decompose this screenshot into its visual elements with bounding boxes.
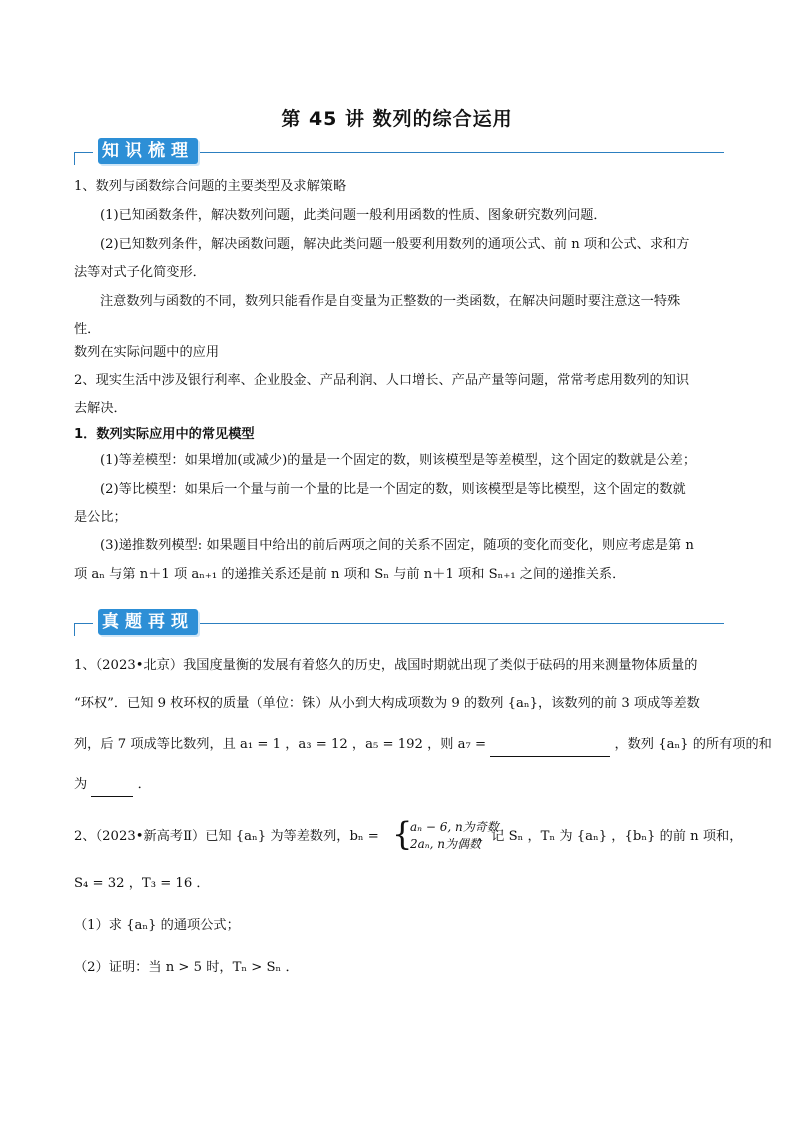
text-line: (1)已知函数条件，解决数列问题，此类问题一般利用函数的性质、图象研究数列问题．: [100, 208, 607, 223]
page-title: 第 45 讲 数列的综合运用: [281, 108, 513, 130]
text-line: 去解决．: [74, 401, 127, 416]
header-corner-decoration: [74, 623, 93, 636]
case-odd: aₙ − 6, n为奇数: [410, 820, 499, 834]
question-1-text: ．: [137, 777, 151, 792]
section-header-exam: [74, 609, 724, 635]
text-line: 注意数列与函数的不同，数列只能看作是自变量为正整数的一类函数，在解决问题时要注意这一特殊: [100, 294, 681, 309]
section-badge: 知识梳理: [98, 138, 198, 164]
text-line: 项 aₙ 与第 n＋1 项 aₙ₊₁ 的递推关系还是前 n 项和 Sₙ 与前 n＋1 项和 Sₙ₊₁ 之间的递推关系．: [74, 567, 626, 582]
text-line: (1)等差模型：如果增加(或减少)的量是一个固定的数，则该模型是等差模型，这个固定的数就是公差；: [100, 453, 697, 468]
question-2-part-2: （2）证明：当 n > 5 时，Tₙ > Sₙ ．: [74, 960, 299, 975]
brace-symbol: {: [392, 815, 413, 853]
text-line: 数列在实际问题中的应用: [74, 345, 220, 360]
question-2-text: ，记 Sₙ ，Tₙ 为 {aₙ} ，{bₙ} 的前 n 项和，: [478, 829, 743, 844]
text-line: (2)已知数列条件，解决函数问题，解决此类问题一般要利用数列的通项公式、前 n 项和公式、求和方: [100, 237, 690, 252]
header-corner-decoration: [74, 152, 93, 165]
question-1-line: 1、（2023•北京）我国度量衡的发展有着悠久的历史，战国时期就出现了类似于砝码的用来测量物体质量的: [74, 658, 698, 673]
text-line: (3)递推数列模型: 如果题目中给出的前后两项之间的关系不固定，随项的变化而变化，则应考虑是第 n: [100, 538, 694, 553]
text-line: (2)等比模型：如果后一个量与前一个量的比是一个固定的数，则该模型是等比模型，这个固定的数就: [100, 482, 686, 497]
section-badge: 真题再现: [98, 609, 198, 635]
text-line: 是公比；: [74, 510, 127, 525]
question-1-text: 列，后 7 项成等比数列，且 a₁ = 1 ，a₃ = 12 ，a₅ = 192 ，则 a₇ =: [74, 737, 487, 752]
question-1-text: ，数列 {aₙ} 的所有项的和: [614, 737, 772, 752]
question-2-line: S₄ = 32 ，T₃ = 16 ．: [74, 876, 210, 891]
question-2-text: 2、（2023•新高考Ⅱ）已知 {aₙ} 为等差数列，bₙ =: [74, 829, 379, 844]
question-1-line: [74, 774, 724, 797]
text-line-heading: 1．数列实际应用中的常见模型: [74, 427, 255, 442]
question-2-part-1: （1）求 {aₙ} 的通项公式；: [74, 918, 240, 933]
question-1-line: [74, 734, 772, 757]
text-line: 1、数列与函数综合问题的主要类型及求解策略: [74, 179, 347, 194]
answer-blank-a7[interactable]: [490, 734, 610, 757]
question-1-text: 为: [74, 777, 88, 792]
text-line: 性．: [74, 322, 101, 337]
text-line: 2、现实生活中涉及银行利率、企业股金、产品利润、人口增长、产品产量等问题，常常考虑用数列的知识: [74, 373, 690, 388]
section-header-knowledge: [74, 138, 724, 164]
answer-blank-sum[interactable]: [91, 774, 133, 797]
case-even: 2aₙ, n为偶数: [410, 837, 482, 851]
question-1-line: “环权”．已知 9 枚环权的质量（单位：铢）从小到大构成项数为 9 的数列 {aₙ}，该数列的前 3 项成等差数: [74, 696, 700, 711]
text-line: 法等对式子化简变形．: [74, 265, 206, 280]
